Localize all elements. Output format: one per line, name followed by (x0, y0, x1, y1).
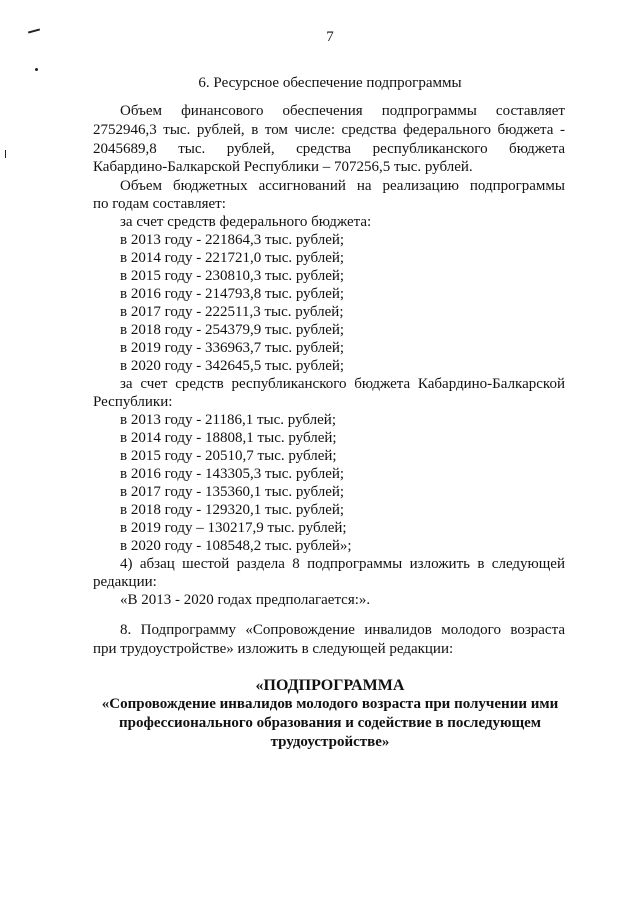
republic-year-item: в 2014 году - 18808,1 тыс. рублей; (120, 430, 337, 446)
federal-year-item: в 2017 году - 222511,3 тыс. рублей; (120, 304, 344, 320)
subprogram-heading: «ПОДПРОГРАММА (255, 677, 405, 694)
republic-year-item: в 2019 году – 130217,9 тыс. рублей; (120, 520, 347, 536)
paragraph-line: 2045689,8 тыс. рублей, средства республиканского бюджета (93, 141, 565, 157)
paragraph-line: 2752946,3 тыс. рублей, в том числе: средства федерального бюджета - (93, 122, 565, 138)
federal-year-item: в 2015 году - 230810,3 тыс. рублей; (120, 268, 345, 284)
federal-year-item: в 2019 году - 336963,7 тыс. рублей; (120, 340, 345, 356)
republic-year-item: в 2020 году - 108548,2 тыс. рублей»; (120, 538, 352, 554)
item4-line: редакции: (93, 574, 157, 590)
item4-line: 4) абзац шестой раздела 8 подпрограммы изложить в следующей (120, 556, 565, 572)
paragraph-line: по годам составляет: (93, 196, 226, 212)
page-number: 7 (326, 29, 334, 45)
subprogram-title-line: профессионального образования и содействие в последующем (118, 715, 542, 731)
section-title: 6. Ресурсное обеспечение подпрограммы (198, 75, 462, 91)
federal-year-item: в 2018 году - 254379,9 тыс. рублей; (120, 322, 345, 338)
republic-year-item: в 2013 году - 21186,1 тыс. рублей; (120, 412, 336, 428)
scan-mark (5, 150, 6, 158)
paragraph-line: Объем финансового обеспечения подпрограммы составляет (120, 103, 565, 119)
republic-year-item: в 2017 году - 135360,1 тыс. рублей; (120, 484, 345, 500)
republic-year-item: в 2016 году - 143305,3 тыс. рублей; (120, 466, 345, 482)
federal-year-item: в 2016 году - 214793,8 тыс. рублей; (120, 286, 345, 302)
federal-year-item: в 2014 году - 221721,0 тыс. рублей; (120, 250, 345, 266)
republic-year-item: в 2018 году - 129320,1 тыс. рублей; (120, 502, 345, 518)
subprogram-title-line: «Сопровождение инвалидов молодого возраста при получении ими (101, 696, 559, 712)
scan-mark (35, 68, 38, 71)
item8-line: 8. Подпрограмму «Сопровождение инвалидов молодого возраста (120, 622, 565, 638)
subprogram-title-line: трудоустройстве» (270, 734, 390, 750)
paragraph-line: Объем бюджетных ассигнований на реализацию подпрограммы (120, 178, 565, 194)
item8-line: при трудоустройстве» изложить в следующей редакции: (93, 641, 454, 657)
paragraph-line: Кабардино-Балкарской Республики – 707256,5 тыс. рублей. (93, 159, 473, 175)
federal-heading: за счет средств федерального бюджета: (120, 214, 372, 230)
federal-year-item: в 2013 году - 221864,3 тыс. рублей; (120, 232, 345, 248)
republic-heading: за счет средств республиканского бюджета Кабардино-Балкарской (120, 376, 565, 392)
federal-year-item: в 2020 году - 342645,5 тыс. рублей; (120, 358, 345, 374)
republic-year-item: в 2015 году - 20510,7 тыс. рублей; (120, 448, 337, 464)
item4-line: «В 2013 - 2020 годах предполагается:». (120, 592, 371, 608)
republic-heading: Республики: (93, 394, 173, 410)
